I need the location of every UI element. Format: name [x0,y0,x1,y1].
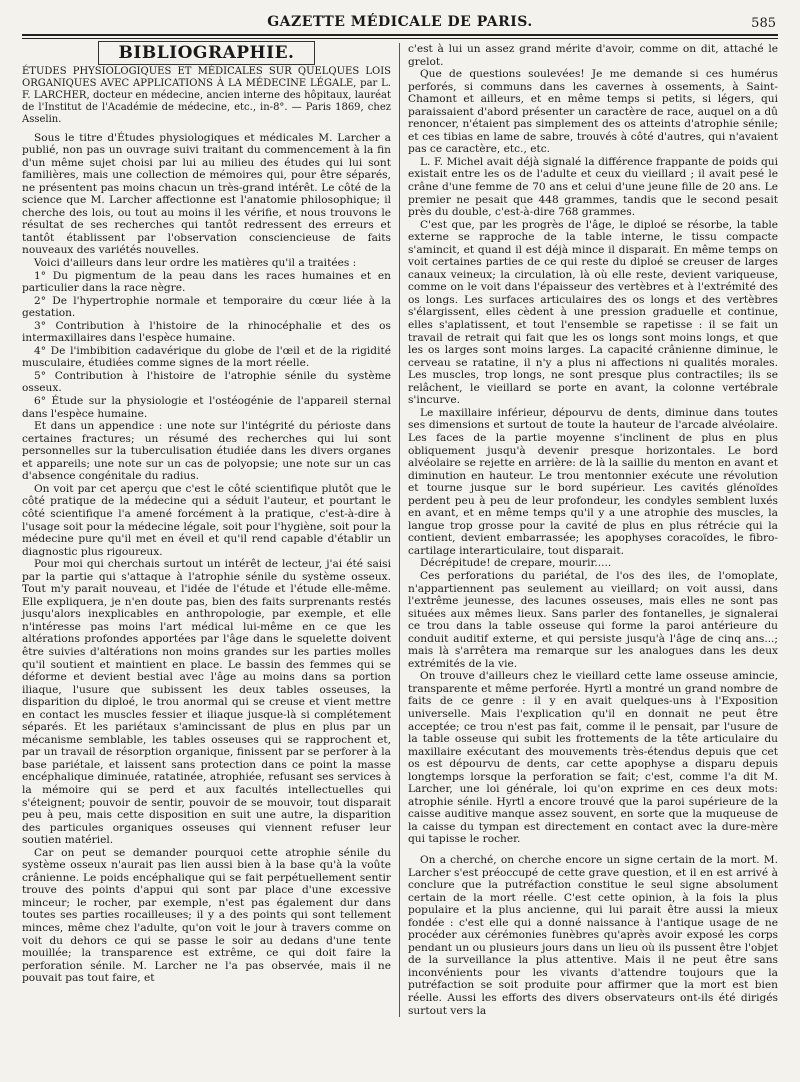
paragraph: Voici d'ailleurs dans leur ordre les matières qu'il a traitées : [34,257,357,270]
section-gap [408,846,778,854]
list-item: 2° De l'hypertrophie normale et temporaire du cœur liée à la gestation. [22,294,391,320]
right-column [400,43,778,1017]
section-heading [22,43,391,63]
header-rule [22,38,778,39]
running-head [22,12,778,36]
paragraph: Car on peut se demander pourquoi cette atrophie sénile du système osseux n'aurait pas lien aussi bien à la base qu'à la voûte crânienne. Le poids encéphalique qui se fait perpétuellement sentir trouve des points d'appui qui sont par place d'une excessive minceur; le rocher, par exemple, n'est pas également dur dans toutes ses parties rocailleuses; il y a des points qui sont tellement minces, même chez l'adulte, qu'on voit le jour à travers comme on voit du dehors ce qui se passe le soir au dedans d'une tente mouillée; la transparence est extrême, ce qui doit faire la perforation sénile. M. Larcher ne l'a pas observée, mais il ne pouvait pas tout faire, et [22,846,391,985]
paragraph: Et dans un appendice : une note sur l'intégrité du périoste dans certaines fractures; un résumé des recherches qui lui sont personnelles sur la tuberculisation étudiée dans les divers organes et appareils; une note sur un cas de polyopsie; une note sur un cas d'absence congénitale du radius. [22,420,391,483]
paragraph: On trouve d'ailleurs chez le vieillard cette lame osseuse amincie, transparente et même perforée. Hyrtl a montré un grand nombre de faits de ce genre : il y en avait quelques-uns à l'Exposition universelle. Mais l'explication qu'il en donnait ne peut être acceptée; ce trou n'est pas fait, comme il le pensait, par l'usure de la table osseuse qui subit les frottements de la tête articulaire du maxillaire exécutant des mouvements très-étendus depuis que cet os est dépourvu de dents, car cette apophyse a disparu depuis longtemps lorsque la perforation se fait; c'est, comme l'a dit M. Larcher, une loi générale, loi qu'on exprime en ces deux mots: atrophie sénile. Hyrtl a encore trouvé que la paroi supérieure de la caisse auditive manque assez souvent, en sorte que la muqueuse de la caisse du tympan est directement en contact avec la dure-mère qui tapisse le rocher. [408,670,778,846]
bibliographic-entry: ÉTUDES PHYSIOLOGIQUES ET MÉDICALES SUR QUELQUES LOIS ORGANIQUES AVEC APPLICATIONS À LA MÉDECINE LÉGALE, par L. F. LARCHER, docteur en médecine, ancien interne des hôpitaux, lauréat de l'Institut de l'Académie de médecine, etc., in-8°. — Paris 1869, chez Asselin. [22,65,391,125]
list-item: 3° Contribution à l'histoire de la rhinocéphalie et des os intermaxillaires dans l'espèce humaine. [22,319,391,345]
left-column [22,43,400,1017]
paragraph: C'est que, par les progrès de l'âge, le diploé se résorbe, la table externe se rapproche de la table interne, le tissu compacte s'amincit, et quand il est déjà mince il disparait. En même temps on voit certaines parties de ce qui reste du diploé se creuser de larges canaux veineux; la circulation, là où elle reste, devient variqueuse, comme on le voit dans l'épaisseur des vertèbres et à l'extrémité des os longs. Les surfaces articulaires des os longs et des vertèbres s'élargissent, elles cèdent à une pression graduelle et continue, elles s'aplatissent, et tout l'ensemble se rapetisse : il se fait un travail de retrait qui fait que les os longs sont moins longs, et que les os larges sont moins larges. La capacité crânienne diminue, le cerveau se ratatine, il n'y a plus ni affections ni qualités morales. Les muscles, trop longs, ne sont presque plus contractiles; ils se relâchent, le vieillard se porte en avant, la colonne vertébrale s'incurve. [408,218,778,407]
paragraph: Pour moi qui cherchais surtout un intérêt de lecteur, j'ai été saisi par la partie qui s'attaque à l'atrophie sénile du système osseux. Tout m'y parait nouveau, et l'idée de l'étude et l'étude elle-même. Elle expliquera, je n'en doute pas, bien des faits surprenants restés jusqu'alors inexplicables en anthropologie, par exemple, et elle n'intéresse pas moins l'art médical lui-même en ce que les altérations profondes apportées par l'âge dans le squelette doivent être suivies d'altérations non moins grandes sur les parties molles qu'il soutient et maintient en place. Le bassin des femmes qui se déforme et devient bestial avec l'âge au moins dans sa portion iliaque, l'usure que subissent les deux tables osseuses, la disparition du diploé, le trou anormal qui se creuse et vient mettre en contact les muscles fessier et iliaque jusque-là si complétement séparés. Et les pariétaux s'amincissant de plus en plus par un mécanisme semblable, les tables osseuses qui se rapprochent et, par un travail de résorption organique, finissent par se perforer à la base pariétale, et laissent sans protection dans ce point la masse encéphalique diminuée, ratatinée, atrophiée, refusant ses services à la mémoire qui se perd et aux facultés intellectuelles qui s'éteignent; pouvoir de sentir, pouvoir de se mouvoir, tout disparait peu à peu, mais cette disposition en suit une autre, la disparition des particules organiques osseuses qui viennent refuser leur soutien matériel. [22,558,391,847]
list-item: 5° Contribution à l'histoire de l'atrophie sénile du système osseux. [22,369,391,395]
page-number: 585 [751,16,776,31]
paragraph: On voit par cet aperçu que c'est le côté scientifique plutôt que le côté pratique de la médecine qui a séduit l'auteur, et pourtant le côté scientifique l'a amené forcément à la pratique, c'est-à-dire à l'usage soit pour la médecine légale, soit pour l'hygiène, soit pour la médecine pure qu'il met en éveil et qu'il rend capable d'établir un diagnostic plus rigoureux. [22,482,391,558]
list-item: 6° Étude sur la physiologie et l'ostéogénie de l'appareil sternal dans l'espèce humaine. [22,395,391,420]
paragraph: c'est à lui un assez grand mérite d'avoir, comme on dit, attaché le grelot. [408,43,778,68]
list-item: 1° Du pigmentum de la peau dans les races humaines et en particulier dans la race nègre. [22,269,391,295]
section-title: BIBLIOGRAPHIE. [98,41,316,65]
paragraph: Que de questions soulevées! Je me demande si ces humérus perforés, si communs dans les cavernes à ossements, à Saint-Chamont et ailleurs, et en même temps si petits, si légers, qui paraissaient d'abord présenter un caractère de race, auquel on a dû renoncer, n'étaient pas simplement des os atteints d'atrophie sénile; et ces tibias en lame de sabre, trouvés à côté d'autres, qui n'avaient pas ce caractère, etc., etc. [408,68,778,156]
paragraph: L. F. Michel avait déjà signalé la différence frappante de poids qui existait entre les os de l'adulte et ceux du vieillard ; il avait pesé le crâne d'une femme de 70 ans et celui d'une jeune fille de 20 ans. Le premier ne pesait que 448 grammes, tandis que le second pesait près du double, c'est-à-dire 768 grammes. [408,155,778,219]
list-item: 4° De l'imbibition cadavérique du globe de l'œil et de la rigidité musculaire, étudiées comme signes de la mort réelle. [22,344,391,370]
paragraph: Le maxillaire inférieur, dépourvu de dents, diminue dans toutes ses dimensions et surtout de toute la hauteur de l'arcade alvéolaire. Les faces de la partie moyenne s'inclinent de plus en plus obliquement jusqu'à devenir presque horizontales. Le bord alvéolaire se rejette en arrière: de là la saillie du menton en avant et diminution en hauteur. Le trou mentonnier exécute une révolution et tourne jusque sur le bord supérieur. Les cavités glénoïdes perdent peu à peu de leur profondeur, les condyles semblent luxés en avant, et en même temps qu'il y a une atrophie des muscles, la langue trop grosse pour la cavité de plus en plus rétrécie qui la contient, devient embarrassée; les apophyses coracoïdes, le fibro-cartilage interarticulaire, tout disparait. [408,406,778,557]
paragraph: Ces perforations du pariétal, de l'os des iles, de l'omoplate, n'appartiennent pas seulement au vieillard; on voit aussi, dans l'extrême jeunesse, des lacunes osseuses, mais elles ne sont pas situées aux mêmes lieux. Sans parler des fontanelles, je signalerai ce trou dans la table osseuse qui forme la paroi antérieure du conduit auditif externe, et qui persiste jusqu'à l'âge de cinq ans...; mais là s'arrêtera ma remarque sur les analogues dans les deux extrémités de la vie. [408,569,778,670]
paragraph: Sous le titre d'Études physiologiques et médicales M. Larcher a publié, non pas un ouvrage suivi traitant du commencement à la fin d'un même sujet choisi par lui au milieu des études qui lui sont familières, mais une collection de mémoires qui, pour être séparés, ne présentent pas moins chacun un très-grand intérêt. Le côté de la science que M. Larcher affectionne est l'anatomie philosophique; il cherche des lois, ou tout au moins il les vérifie, et nous trouvons le résultat de ses recherches qui tantôt redressent des erreurs et tantôt établissent par l'observation consciencieuse de faits nouveaux des variétés nouvelles. [22,131,391,257]
article-columns [22,43,778,1017]
paragraph: Décrépitude! de crepare, mourir..... [420,557,612,570]
journal-title: GAZETTE MÉDICALE DE PARIS. [267,14,533,30]
paragraph: On a cherché, on cherche encore un signe certain de la mort. M. Larcher s'est préoccupé de cette grave question, et il en est arrivé à conclure que la putréfaction constitue le seul signe absolument certain de la mort réelle. C'est cette opinion, à la fois la plus populaire et la plus ancienne, qui lui parait être aussi la mieux fondée : c'est elle qui a donné naissance à l'antique usage de ne procéder aux cérémonies funèbres qu'après avoir exposé les corps pendant un ou plusieurs jours dans un lieu où ils pussent être l'objet de la surveillance la plus attentive. Mais il ne peut être sans inconvénients pour les vivants d'attendre toujours que la putréfaction se soit produite pour affirmer que la mort est bien réelle. Aussi les efforts des divers observateurs ont-ils été dirigés surtout vers la [408,854,778,1017]
